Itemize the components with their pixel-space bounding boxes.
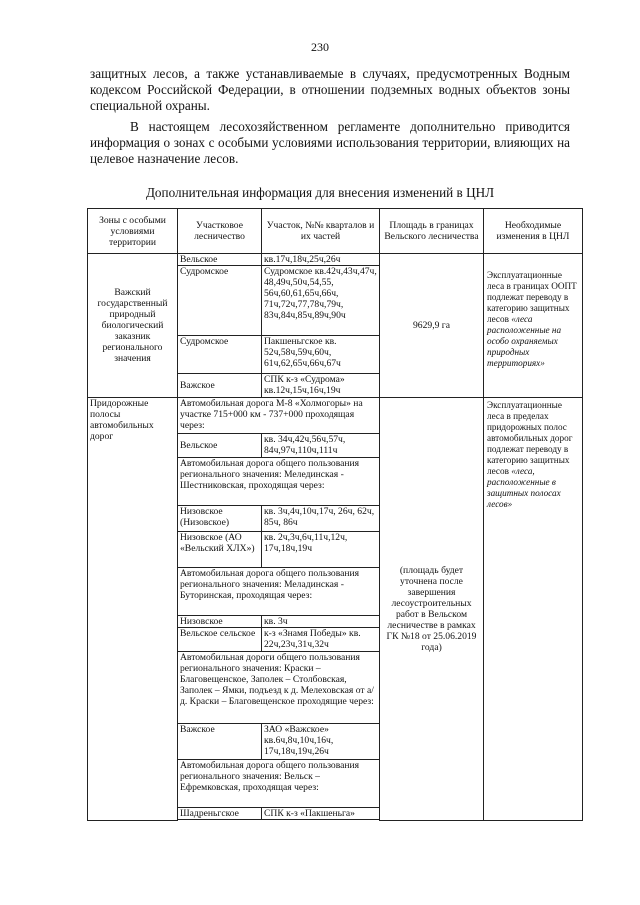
zone2-area: (площадь будет уточнена после завершения лесоустроительных работ в Вельском лесничестве в рамках ГК №18 от 25.06.2019 года): [380, 398, 484, 821]
zone2-changes: [484, 398, 583, 821]
plot-cell: кв. 2ч,3ч,6ч,11ч,12ч, 17ч,18ч,19ч: [262, 532, 380, 568]
plot-cell: СПК к-з «Пакшеньга»: [262, 808, 380, 820]
forestry-cell: Важское: [178, 374, 262, 398]
road-2: Автомобильная дорога общего пользования регионального значения: Мелединская - Шестниковская, проходящая через:: [178, 458, 380, 506]
forestry-cell: Важское: [178, 724, 262, 760]
header-plot: Участок, №№ кварталов и их частей: [262, 209, 380, 254]
page-number: 230: [311, 40, 329, 54]
zone1-area: 9629,9 га: [380, 254, 484, 398]
zone1-changes-italic: «леса расположенные на особо охраняемых природных территориях»: [487, 314, 562, 368]
header-zone: Зоны с особыми условиями территории: [88, 209, 178, 254]
forestry-cell: Низовское (Низовское): [178, 506, 262, 532]
zone2-changes-italic: «леса, расположенные в защитных полосах лесов»: [487, 466, 561, 509]
plot-cell: кв.17ч,18ч,25ч,26ч: [262, 254, 380, 266]
forestry-cell: Вельское: [178, 434, 262, 458]
plot-cell: Пакшеньгское кв. 52ч,58ч,59ч,60ч, 61ч,62,65ч,66ч,67ч: [262, 336, 380, 374]
zones-table: [87, 208, 583, 821]
road-4: Автомобильная дороги общего пользования регионального значения: Краски – Благовещенское, Заполек – Столбовская, Заполек – Ямки, подъезд к д. Мелеховская от а/д. Краски – Благовещенское проходящие через:: [178, 652, 380, 724]
plot-cell: кв. 3ч,4ч,10ч,17ч, 26ч, 62ч, 85ч, 86ч: [262, 506, 380, 532]
forestry-cell: Низовское: [178, 616, 262, 628]
road-5: Автомобильная дорога общего пользования регионального значения: Вельск – Ефремковская, проходящая через:: [178, 760, 380, 808]
forestry-cell: Низовское (АО «Вельский ХЛХ»): [178, 532, 262, 568]
paragraph-2: В настоящем лесохозяйственном регламенте дополнительно приводится информация о зонах с особыми условиями использования территории, влияющих на целевое назначение лесов.: [90, 119, 570, 166]
header-area: Площадь в границах Вельского лесничества: [380, 209, 484, 254]
table-title: Дополнительная информация для внесения изменений в ЦНЛ: [145, 185, 495, 200]
forestry-cell: Вельское: [178, 254, 262, 266]
road-1: Автомобильная дорога М-8 «Холмогоры» на участке 715+000 км - 737+000 проходящая через:: [178, 398, 380, 434]
plot-cell: кв. 3ч: [262, 616, 380, 628]
zone1-changes-text: Эксплуатационные леса в границах ООПТ подлежат переводу в категорию защитных лесов: [487, 270, 577, 324]
plot-cell: кв. 34ч,42ч,56ч,57ч, 84ч,97ч,110ч,111ч: [262, 434, 380, 458]
plot-cell: к-з «Знамя Победы» кв. 22ч,23ч,31ч,32ч: [262, 628, 380, 652]
header-forestry: Участковое лесничество: [178, 209, 262, 254]
forestry-cell: Шадреньгское: [178, 808, 262, 820]
forestry-cell: Судромское: [178, 336, 262, 374]
table-row: [88, 398, 583, 434]
forestry-cell: Судромское: [178, 266, 262, 336]
paragraph-1: защитных лесов, а также устанавливаемые в случаях, предусмотренных Водным кодексом Российской Федерации, в отношении подземных водных объектов зоны специальной охраны.: [90, 66, 570, 113]
header-changes: Необходимые изменения в ЦНЛ: [484, 209, 583, 254]
plot-cell: СПК к-з «Судрома» кв.12ч,15ч,16ч,19ч: [262, 374, 380, 398]
zone1-changes: [484, 254, 583, 398]
table-row: [88, 254, 583, 266]
zone1-name: Важский государственный природный биологический заказник регионального значения: [88, 254, 178, 398]
table-header-row: [88, 209, 583, 254]
zone2-changes-text: Эксплуатационные леса в пределах придорожных полос автомобильных дорог подлежат переводу в категорию защитных лесов: [487, 400, 573, 476]
plot-cell: Судромское кв.42ч,43ч,47ч, 48,49ч,50ч,54,55, 56ч,60,61,65ч,66ч, 71ч,72ч,77,78ч,79ч, 83ч,84ч,85ч,89ч,90ч: [262, 266, 380, 336]
forestry-cell: Вельское сельское: [178, 628, 262, 652]
road-3: Автомобильная дорога общего пользования регионального значения: Меладинская - Буторинская, проходящая через:: [178, 568, 380, 616]
zone2-name: Придорожные полосы автомобильных дорог: [88, 398, 178, 821]
plot-cell: ЗАО «Важское» кв.6ч,8ч,10ч,16ч, 17ч,18ч,19ч,26ч: [262, 724, 380, 760]
